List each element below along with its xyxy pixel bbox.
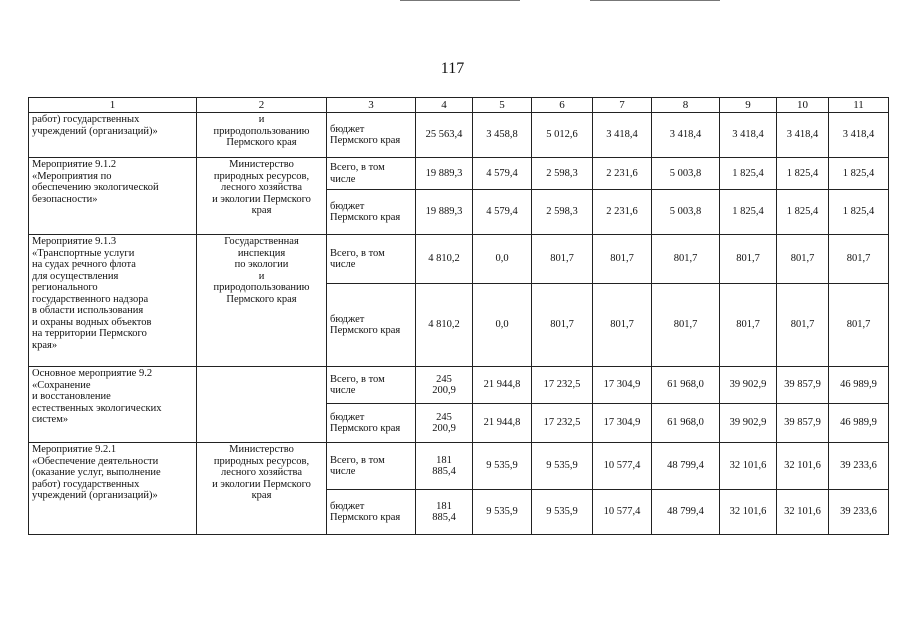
amount-cell: 801,7 bbox=[777, 284, 829, 367]
amount-cell: 32 101,6 bbox=[777, 443, 829, 490]
funding-source: бюджет Пермского края bbox=[327, 404, 416, 443]
table-row bbox=[29, 367, 889, 404]
amount-cell: 32 101,6 bbox=[720, 443, 777, 490]
funding-source: Всего, в том числе bbox=[327, 158, 416, 190]
amount-cell: 1 825,4 bbox=[777, 190, 829, 235]
amount-cell: 2 598,3 bbox=[532, 158, 593, 190]
funding-source: бюджет Пермского края bbox=[327, 113, 416, 158]
amount-cell: 5 003,8 bbox=[652, 190, 720, 235]
responsible-executor bbox=[197, 367, 327, 443]
funding-source: бюджет Пермского края bbox=[327, 490, 416, 535]
amount-cell: 10 577,4 bbox=[593, 443, 652, 490]
amount-cell: 245 200,9 bbox=[416, 367, 473, 404]
column-header-10: 10 bbox=[777, 98, 829, 113]
amount-cell: 19 889,3 bbox=[416, 190, 473, 235]
amount-cell: 801,7 bbox=[593, 235, 652, 284]
amount-cell: 801,7 bbox=[829, 284, 889, 367]
amount-cell: 19 889,3 bbox=[416, 158, 473, 190]
top-rule-right bbox=[590, 0, 720, 1]
table-row bbox=[29, 235, 889, 284]
funding-source: Всего, в том числе bbox=[327, 443, 416, 490]
amount-cell: 5 012,6 bbox=[532, 113, 593, 158]
amount-cell: 801,7 bbox=[777, 235, 829, 284]
column-header-11: 11 bbox=[829, 98, 889, 113]
amount-cell: 0,0 bbox=[473, 235, 532, 284]
funding-source: Всего, в том числе bbox=[327, 367, 416, 404]
column-header-4: 4 bbox=[416, 98, 473, 113]
amount-cell: 48 799,4 bbox=[652, 443, 720, 490]
column-header-6: 6 bbox=[532, 98, 593, 113]
amount-cell: 39 857,9 bbox=[777, 367, 829, 404]
column-header-8: 8 bbox=[652, 98, 720, 113]
amount-cell: 39 233,6 bbox=[829, 490, 889, 535]
amount-cell: 21 944,8 bbox=[473, 404, 532, 443]
amount-cell: 48 799,4 bbox=[652, 490, 720, 535]
amount-cell: 39 233,6 bbox=[829, 443, 889, 490]
table-row bbox=[29, 158, 889, 190]
amount-cell: 5 003,8 bbox=[652, 158, 720, 190]
amount-cell: 17 304,9 bbox=[593, 367, 652, 404]
amount-cell: 3 458,8 bbox=[473, 113, 532, 158]
amount-cell: 17 232,5 bbox=[532, 367, 593, 404]
amount-cell: 9 535,9 bbox=[473, 490, 532, 535]
amount-cell: 2 231,6 bbox=[593, 158, 652, 190]
measure-description: Мероприятие 9.2.1 «Обеспечение деятельности (оказание услуг, выполнение работ) государственных учреждений (организаций)» bbox=[29, 443, 197, 535]
amount-cell: 39 857,9 bbox=[777, 404, 829, 443]
amount-cell: 10 577,4 bbox=[593, 490, 652, 535]
amount-cell: 39 902,9 bbox=[720, 404, 777, 443]
amount-cell: 801,7 bbox=[829, 235, 889, 284]
amount-cell: 61 968,0 bbox=[652, 367, 720, 404]
amount-cell: 801,7 bbox=[532, 284, 593, 367]
amount-cell: 25 563,4 bbox=[416, 113, 473, 158]
amount-cell: 181 885,4 bbox=[416, 443, 473, 490]
header-row bbox=[29, 98, 889, 113]
table-row bbox=[29, 113, 889, 158]
column-header-5: 5 bbox=[473, 98, 532, 113]
amount-cell: 32 101,6 bbox=[777, 490, 829, 535]
responsible-executor: и природопользованию Пермского края bbox=[197, 113, 327, 158]
funding-source: бюджет Пермского края bbox=[327, 284, 416, 367]
responsible-executor: Министерство природных ресурсов, лесного хозяйства и экологии Пермского края bbox=[197, 158, 327, 235]
amount-cell: 1 825,4 bbox=[720, 158, 777, 190]
amount-cell: 801,7 bbox=[720, 284, 777, 367]
amount-cell: 3 418,4 bbox=[829, 113, 889, 158]
responsible-executor: Министерство природных ресурсов, лесного хозяйства и экологии Пермского края bbox=[197, 443, 327, 535]
measure-description: работ) государственных учреждений (организаций)» bbox=[29, 113, 197, 158]
amount-cell: 1 825,4 bbox=[777, 158, 829, 190]
column-header-1: 1 bbox=[29, 98, 197, 113]
amount-cell: 21 944,8 bbox=[473, 367, 532, 404]
measure-description: Основное мероприятие 9.2 «Сохранение и восстановление естественных экологических систем» bbox=[29, 367, 197, 443]
amount-cell: 46 989,9 bbox=[829, 404, 889, 443]
amount-cell: 4 810,2 bbox=[416, 235, 473, 284]
amount-cell: 3 418,4 bbox=[593, 113, 652, 158]
measure-description: Мероприятие 9.1.2 «Мероприятия по обеспечению экологической безопасности» bbox=[29, 158, 197, 235]
amount-cell: 1 825,4 bbox=[829, 190, 889, 235]
funding-source: Всего, в том числе bbox=[327, 235, 416, 284]
column-header-7: 7 bbox=[593, 98, 652, 113]
amount-cell: 39 902,9 bbox=[720, 367, 777, 404]
amount-cell: 801,7 bbox=[652, 235, 720, 284]
amount-cell: 61 968,0 bbox=[652, 404, 720, 443]
amount-cell: 3 418,4 bbox=[652, 113, 720, 158]
amount-cell: 245 200,9 bbox=[416, 404, 473, 443]
amount-cell: 1 825,4 bbox=[829, 158, 889, 190]
amount-cell: 32 101,6 bbox=[720, 490, 777, 535]
amount-cell: 9 535,9 bbox=[532, 443, 593, 490]
table-row bbox=[29, 443, 889, 490]
amount-cell: 0,0 bbox=[473, 284, 532, 367]
amount-cell: 801,7 bbox=[720, 235, 777, 284]
amount-cell: 2 598,3 bbox=[532, 190, 593, 235]
amount-cell: 9 535,9 bbox=[532, 490, 593, 535]
amount-cell: 1 825,4 bbox=[720, 190, 777, 235]
budget-table bbox=[28, 97, 889, 535]
top-rule-left bbox=[400, 0, 520, 1]
amount-cell: 17 304,9 bbox=[593, 404, 652, 443]
column-header-3: 3 bbox=[327, 98, 416, 113]
amount-cell: 801,7 bbox=[652, 284, 720, 367]
amount-cell: 3 418,4 bbox=[777, 113, 829, 158]
column-header-9: 9 bbox=[720, 98, 777, 113]
amount-cell: 4 810,2 bbox=[416, 284, 473, 367]
page-number: 117 bbox=[440, 60, 465, 77]
amount-cell: 801,7 bbox=[593, 284, 652, 367]
amount-cell: 9 535,9 bbox=[473, 443, 532, 490]
amount-cell: 181 885,4 bbox=[416, 490, 473, 535]
amount-cell: 801,7 bbox=[532, 235, 593, 284]
amount-cell: 17 232,5 bbox=[532, 404, 593, 443]
column-header-2: 2 bbox=[197, 98, 327, 113]
amount-cell: 2 231,6 bbox=[593, 190, 652, 235]
amount-cell: 4 579,4 bbox=[473, 190, 532, 235]
measure-description: Мероприятие 9.1.3 «Транспортные услуги на судах речного флота для осуществления регионального государственного надзора в области использования и охраны водных объектов на территории Пермского края» bbox=[29, 235, 197, 367]
amount-cell: 46 989,9 bbox=[829, 367, 889, 404]
table-body bbox=[29, 98, 889, 535]
amount-cell: 3 418,4 bbox=[720, 113, 777, 158]
responsible-executor: Государственная инспекция по экологии и природопользованию Пермского края bbox=[197, 235, 327, 367]
amount-cell: 4 579,4 bbox=[473, 158, 532, 190]
funding-source: бюджет Пермского края bbox=[327, 190, 416, 235]
